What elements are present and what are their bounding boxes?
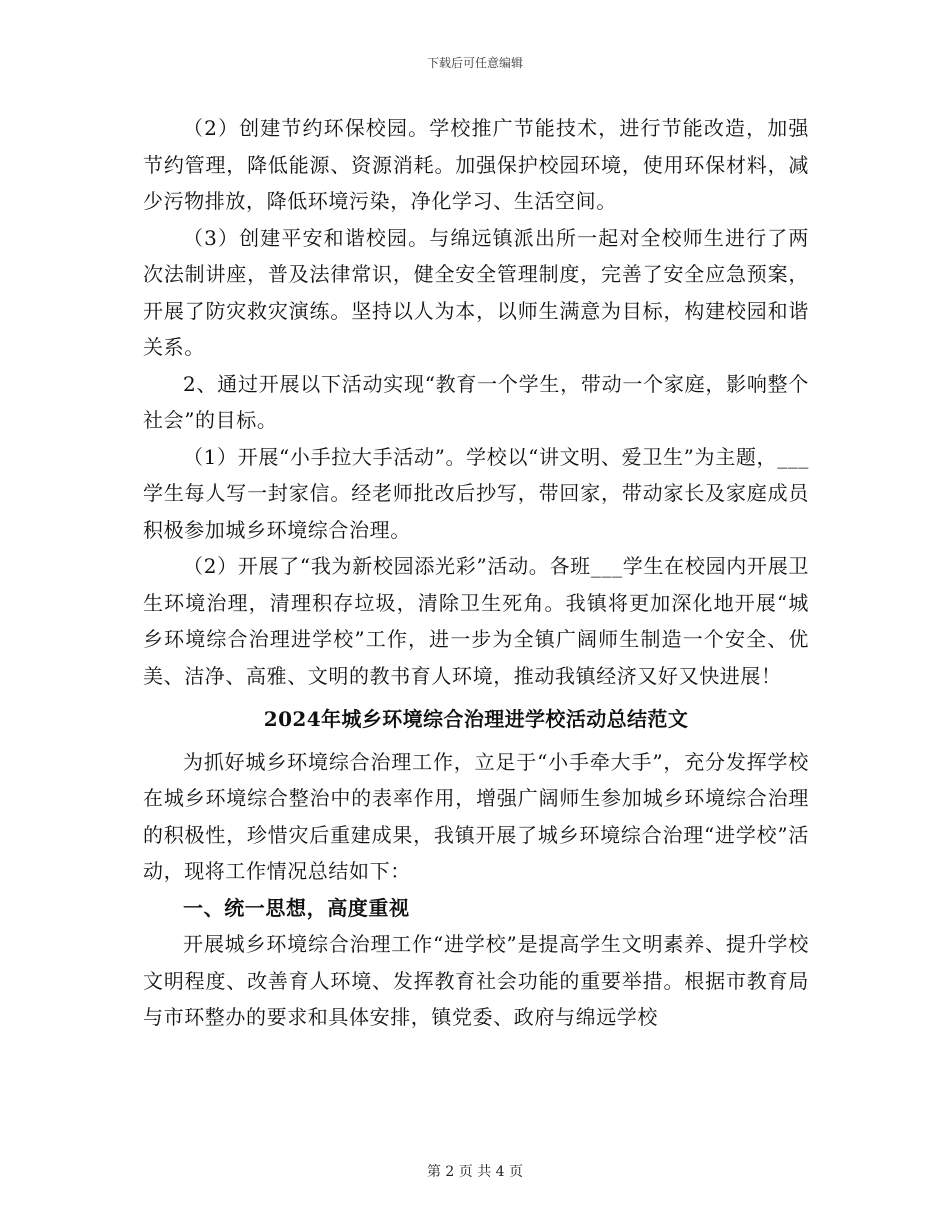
paragraph-create-eco-campus: （2）创建节约环保校园。学校推广节能技术，进行节能改造，加强节约管理，降低能源、资源消耗。加强保护校园环境，使用环保材料，减少污物排放，降低环境污染，净化学习、生活空间。	[143, 116, 809, 213]
paragraph-intro: 为抓好城乡环境综合治理工作，立足于“小手牵大手”，充分发挥学校在城乡环境综合整治中的表率作用，增强广阔师生参加城乡环境综合治理的积极性，珍惜灾后重建成果，我镇开展了城乡环境综合治理“进学校”活动，现将工作情况总结如下：	[143, 749, 809, 883]
page-header-note: 下载后可任意编辑	[426, 56, 523, 70]
page-number-footer: 第 2 页 共 4 页	[426, 1164, 524, 1180]
paragraph-activities-goal: 2、通过开展以下活动实现“教育一个学生，带动一个家庭，影响整个社会”的目标。	[143, 371, 809, 432]
paragraph-create-safe-campus: （3）创建平安和谐校园。与绵远镇派出所一起对全校师生进行了两次法制讲座，普及法律常识，健全安全管理制度，完善了安全应急预案，开展了防灾救灾演练。坚持以人为本，以师生满意为目标，构建校园和谐关系。	[143, 225, 809, 359]
paragraph-small-hands-activity: （1）开展“小手拉大手活动”。学校以“讲文明、爱卫生”为主题，___学生每人写一封家信。经老师批改后抄写，带回家，带动家长及家庭成员积极参加城乡环境综合治理。	[143, 444, 809, 542]
document-body	[143, 110, 809, 1036]
paragraph-section-1-body: 开展城乡环境综合治理工作“进学校”是提高学生文明素养、提升学校文明程度、改善育人环境、发挥教育社会功能的重要举措。根据市教育局与市环整办的要求和具体安排，镇党委、政府与绵远学校	[143, 932, 809, 1029]
document-title: 2024年城乡环境综合治理进学校活动总结范文	[263, 707, 689, 731]
paragraph-new-campus-activity: （2）开展了“我为新校园添光彩”活动。各班___学生在校园内开展卫生环境治理，清理积存垃圾，清除卫生死角。我镇将更加深化地开展“城乡环境综合治理进学校”工作，进一步为全镇广阔师生制造一个安全、优美、洁净、高雅、文明的教书育人环境，推动我镇经济又好又快进展！	[143, 554, 809, 688]
section-heading-1: 一、统一思想，高度重视	[183, 895, 410, 920]
